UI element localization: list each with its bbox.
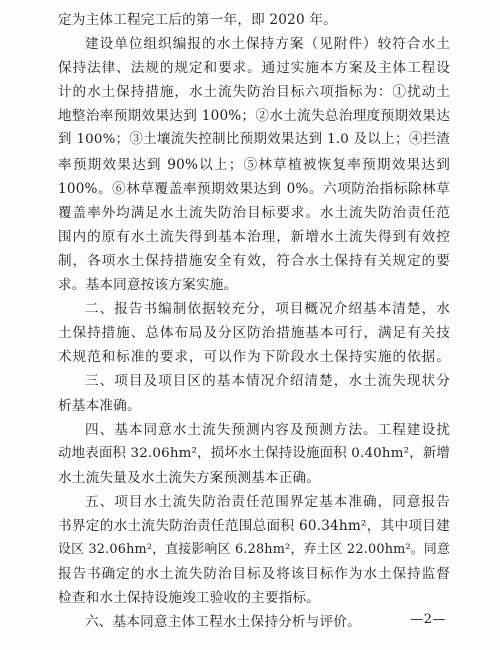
- text-line: 六、基本同意主体工程水土保持分析与评价。: [85, 614, 361, 631]
- text-line: 析基本准确。: [58, 397, 141, 414]
- text-line: 检查和水土保持设施竣工验收的主要指标。: [58, 590, 321, 607]
- text-line: 保持法律、法规的规定和要求。通过实施本方案及主体工程设: [58, 60, 450, 77]
- text-line: 定为主体工程完工后的第一年，即 2020 年。: [58, 12, 337, 28]
- text-line: 报告书确定的水土流失防治目标及将该目标作为水土保持监督: [58, 566, 450, 583]
- text-line: 动地表面积 32.06hm²，损坏水土保持设施面积 0.40hm²，新增: [58, 445, 450, 461]
- text-line: 术规范和标准的要求，可以作为下阶段水土保持实施的依据。: [58, 349, 450, 366]
- text-line: 书界定的水土流失防治责任范围总面积 60.34hm²，其中项目建: [58, 517, 450, 534]
- text-line: 100%。⑥林草覆盖率预期效果达到 0%。六项防治指标除林草: [58, 180, 450, 197]
- text-line: 设区 32.06hm²，直接影响区 6.28hm²，弃土区 22.00hm²。同意: [58, 542, 450, 558]
- text-line: 率预期效果达到 90%以上；⑤林草植被恢复率预期效果达到: [58, 156, 450, 173]
- text-line: 地整治率预期效果达到 100%；②水土流失总治理度预期效果达: [58, 108, 450, 125]
- text-line: 水土流失量及水土流失方案预测基本正确。: [58, 469, 321, 486]
- text-line: 到 100%；③土壤流失控制比预期效果达到 1.0 及以上；④拦渣: [58, 132, 450, 148]
- text-line: 覆盖率外均满足水土流失防治目标要求。水土流失防治责任范: [58, 204, 450, 221]
- text-line: 计的水土保持措施，水土流失防治目标六项指标为：①扰动土: [58, 84, 450, 101]
- text-line: 制，各项水土保持措施安全有效，符合水土保持有关规定的要: [58, 252, 450, 269]
- document-body: [58, 8, 450, 634]
- page-number: —2—: [410, 612, 446, 627]
- text-line: 建设单位组织编报的水土保持方案（见附件）较符合水土: [85, 36, 450, 53]
- text-line: 三、项目及项目区的基本情况介绍清楚，水土流失现状分: [85, 373, 450, 390]
- text-line: 五、项目水土流失防治责任范围界定基本准确，同意报告: [85, 493, 450, 510]
- text-line: 二、报告书编制依据较充分，项目概况介绍基本清楚，水: [85, 301, 450, 318]
- text-line: 围内的原有水土流失得到基本治理，新增水土流失得到有效控: [58, 228, 450, 245]
- text-line: 四、基本同意水土流失预测内容及预测方法。工程建设扰: [85, 421, 450, 438]
- text-line: 土保持措施、总体布局及分区防治措施基本可行，满足有关技: [58, 325, 450, 342]
- text-line: 求。基本同意按该方案实施。: [58, 277, 238, 294]
